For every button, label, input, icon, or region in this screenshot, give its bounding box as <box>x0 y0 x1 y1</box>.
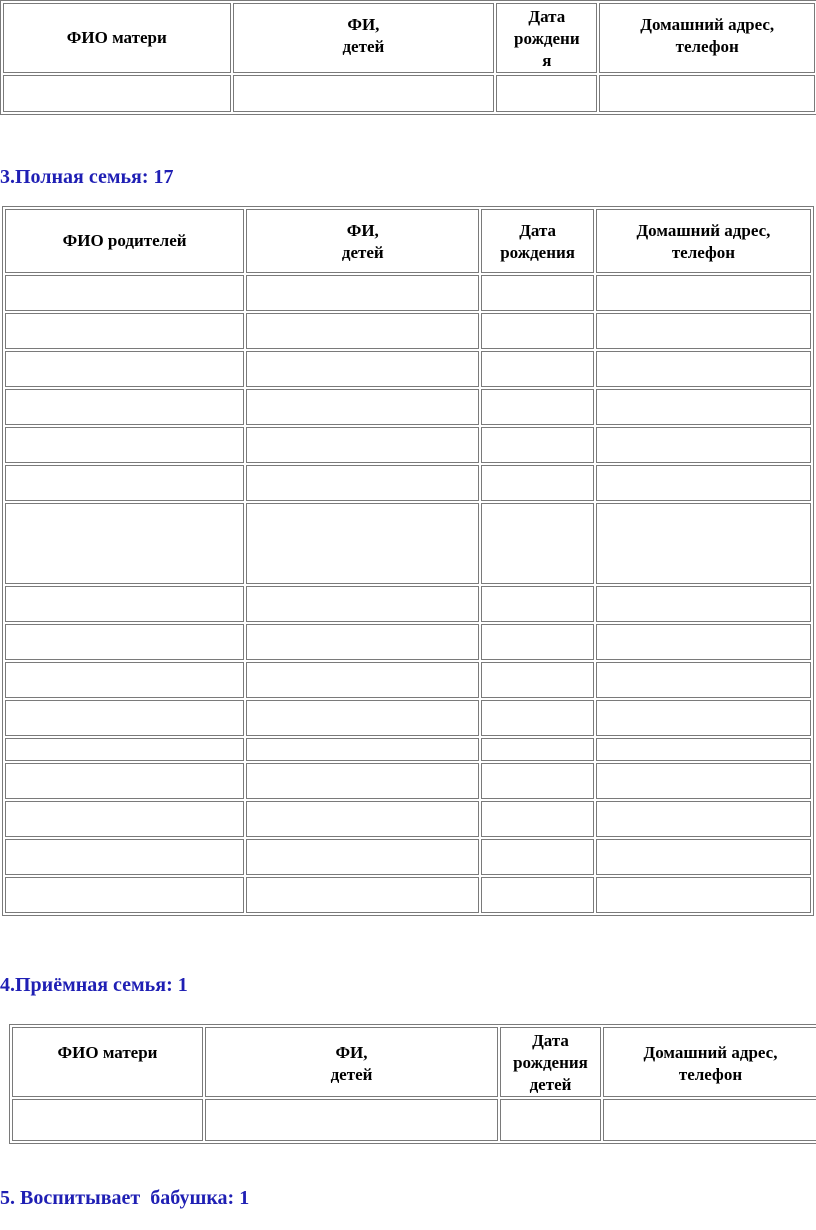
section-title-full-family: 3.Полная семья: 17 <box>0 166 174 188</box>
table-header-row <box>5 209 811 273</box>
table-row <box>5 503 811 584</box>
section-title-grandmother: 5. Воспитывает бабушка: 1 <box>0 1187 250 1209</box>
table-row <box>5 389 811 425</box>
header-birth-date: Дата рождения <box>481 209 594 273</box>
table-row <box>5 313 811 349</box>
table-row <box>5 624 811 660</box>
table-row <box>5 700 811 736</box>
header-children-name: ФИ, детей <box>246 209 479 273</box>
table-row <box>3 75 815 112</box>
table-row <box>5 877 811 913</box>
full-family-table <box>2 206 814 916</box>
table-header-row <box>3 3 815 73</box>
table-row <box>5 839 811 875</box>
header-address-phone: Домашний адрес, телефон <box>603 1027 816 1097</box>
header-children-name: ФИ, детей <box>233 3 495 73</box>
header-address-phone: Домашний адрес, телефон <box>599 3 815 73</box>
table-row <box>5 801 811 837</box>
table-row <box>5 662 811 698</box>
foster-family-table <box>9 1024 816 1144</box>
table-row <box>5 465 811 501</box>
header-birth-date: Дата рождени я <box>496 3 597 73</box>
header-birth-date: Дата рождения детей <box>500 1027 601 1097</box>
table-row <box>5 586 811 622</box>
table-row <box>5 275 811 311</box>
header-mother-name: ФИО матери <box>3 3 231 73</box>
mother-table <box>0 0 816 115</box>
header-parents-name: ФИО родителей <box>5 209 244 273</box>
header-children-name: ФИ, детей <box>205 1027 498 1097</box>
header-address-phone: Домашний адрес, телефон <box>596 209 811 273</box>
table-row <box>5 427 811 463</box>
table-row <box>5 738 811 761</box>
table-row <box>12 1099 816 1141</box>
table-row <box>5 763 811 799</box>
table-header-row <box>12 1027 816 1097</box>
table-row <box>5 351 811 387</box>
header-mother-name: ФИО матери <box>12 1027 203 1097</box>
section-title-foster-family: 4.Приёмная семья: 1 <box>0 974 188 996</box>
